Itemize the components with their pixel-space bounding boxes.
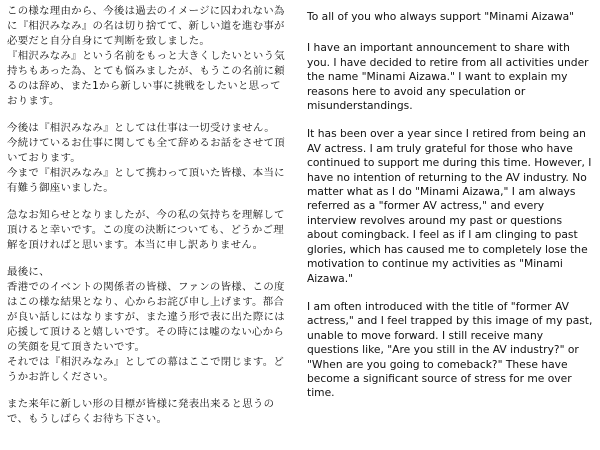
japanese-statement-panel bbox=[0, 0, 296, 450]
en-paragraph-announcement: I have an important announcement to share with you. I have decided to retire from all activities under the name "Minami Aizawa." I want to explain my reasons here to avoid any speculation or misunderstandings. bbox=[307, 41, 589, 113]
jp-paragraph-no-work: 今後は『相沢みなみ』としては仕事は一切受けません。 今続けているお仕事に関しても全て辞めるお話をさせて頂いております。 今まで『相沢みなみ』として携わって頂いた皆様、本当に有難う御座いました。 bbox=[7, 122, 285, 194]
jp-paragraph-next-year: また来年に新しい形の目標が皆様に発表出来ると思うので、もうしばらくお待ち下さい。 bbox=[7, 398, 275, 425]
en-paragraph-salutation: To all of you who always support "Minami Aizawa" bbox=[307, 10, 575, 23]
en-paragraph-stress: I am often introduced with the title of "former AV actress," and I feel trapped by this image of my past, unable to move forward. I still receive many questions like, "Are you still in the AV industry?" or "When are you going to comeback?" These have become a significant source of stress for me over time. bbox=[307, 299, 593, 400]
jp-paragraph-apology: 急なお知らせとなりましたが、今の私の気持ちを理解して頂けると幸いです。この度の決断についても、どうかご理解を頂ければと思います。本当に申し訳ありません。 bbox=[7, 209, 285, 251]
jp-paragraph-reason: この様な理由から、今後は過去のイメージに囚われない為に『相沢みなみ』の名は切り捨てて、新しい道を進む事が必要だと自分自身にて判断を致しました。 『相沢みなみ』という名前をもっと大きくしたいという気持ちもあった為、とても悩みましたが、もうこの名前に頼るのは辞め、また1から新しい事に挑戦をしたいと思っております。 bbox=[7, 5, 285, 107]
english-translation-panel bbox=[296, 0, 600, 450]
en-paragraph-background: It has been over a year since I retired from being an AV actress. I am truly grateful for those who have continued to support me during this time. However, I have no intention of returning to the AV industry. No matter what as I do "Minami Aizawa," I am always referred as a "former AV actress," and every interview revolves around my past or questions about comingback. I feel as if I am clinging to past glories, which has caused me to completely lose the motivation to continue my activities as "Minami Aizawa." bbox=[307, 127, 592, 285]
jp-paragraph-closing: 最後に、 香港でのイベントの関係者の皆様、ファンの皆様、この度はこの様な結果となり、心からお詫び申し上げます。都合が良い話しにはなりますが、また違う形で表に出た際には応援して頂けると嬉しいです。その時には嘘のない心からの笑顔を見て頂きたいです。 それでは『相沢みなみ』としての幕はここで閉じます。どうかお許しください。 bbox=[7, 266, 285, 383]
